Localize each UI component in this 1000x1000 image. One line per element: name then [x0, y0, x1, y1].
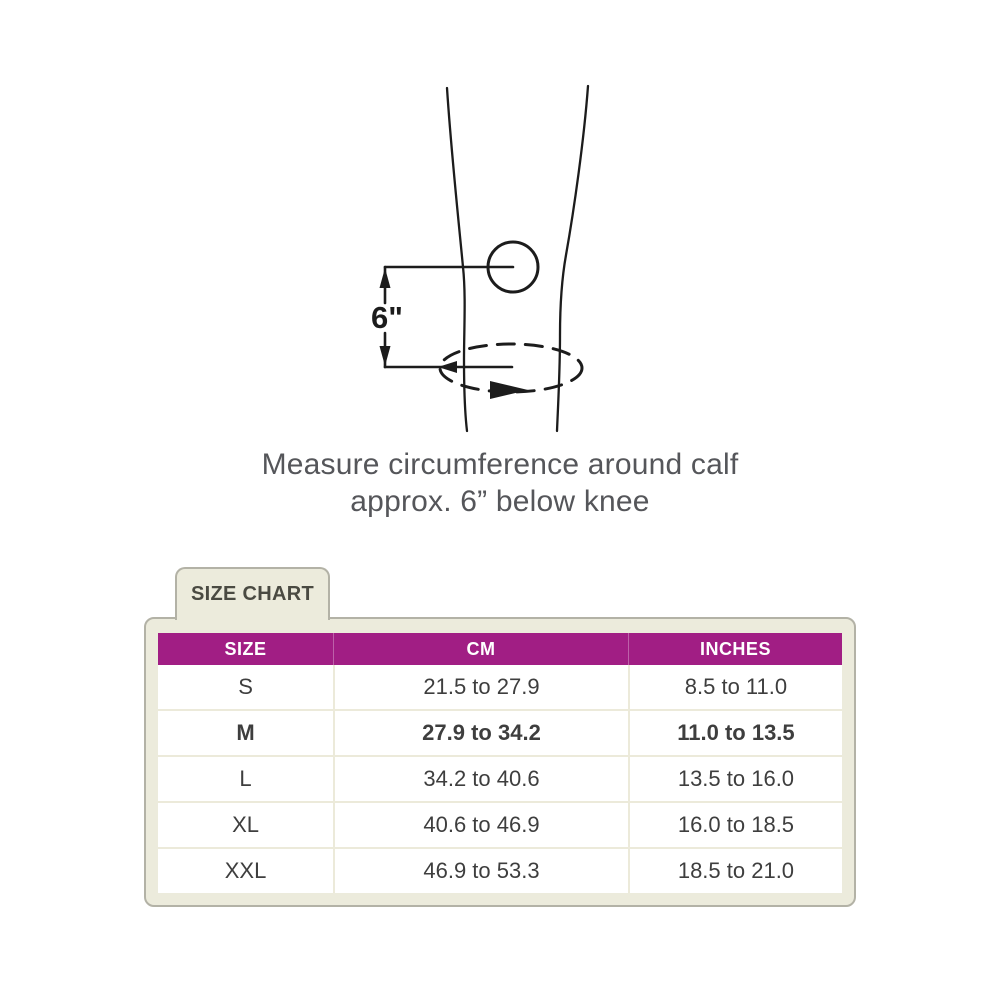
size-cell: M: [158, 711, 333, 757]
cm-cell: 27.9 to 34.2: [333, 711, 628, 757]
table-row: [158, 803, 842, 849]
cm-cell: 46.9 to 53.3: [333, 849, 628, 893]
inches-cell: 13.5 to 16.0: [628, 757, 842, 803]
size-cell: XXL: [158, 849, 333, 893]
measure-direction-arrow-icon: [490, 381, 528, 399]
inches-cell: 11.0 to 13.5: [628, 711, 842, 757]
table-row: [158, 711, 842, 757]
dimension-label: 6": [371, 300, 403, 335]
column-header-size: SIZE: [158, 633, 333, 665]
calf-reference-line: [385, 361, 512, 373]
inches-cell: 18.5 to 21.0: [628, 849, 842, 893]
measurement-caption: [0, 446, 1000, 520]
caption-line-2: approx. 6” below knee: [350, 485, 650, 518]
table-row: [158, 849, 842, 893]
size-chart-tab-label: SIZE CHART: [191, 583, 314, 605]
size-chart-tab[interactable]: [175, 567, 330, 620]
caption-line-1: Measure circumference around calf: [261, 448, 739, 481]
table-row: [158, 665, 842, 711]
column-header-cm: CM: [333, 633, 628, 665]
column-header-inches: INCHES: [628, 633, 842, 665]
size-table: [158, 633, 842, 893]
arrow-up-icon: [380, 268, 391, 288]
size-chart-panel: [144, 617, 856, 907]
inches-cell: 16.0 to 18.5: [628, 803, 842, 849]
size-cell: S: [158, 665, 333, 711]
knee-measurement-diagram: [0, 0, 1000, 445]
size-cell: XL: [158, 803, 333, 849]
size-cell: L: [158, 757, 333, 803]
cm-cell: 21.5 to 27.9: [333, 665, 628, 711]
size-table-body: [158, 665, 842, 893]
cm-cell: 34.2 to 40.6: [333, 757, 628, 803]
table-row: [158, 757, 842, 803]
size-table-header: [158, 633, 842, 665]
inches-cell: 8.5 to 11.0: [628, 665, 842, 711]
cm-cell: 40.6 to 46.9: [333, 803, 628, 849]
arrow-down-icon: [380, 346, 391, 366]
dimension-line: [371, 267, 403, 367]
